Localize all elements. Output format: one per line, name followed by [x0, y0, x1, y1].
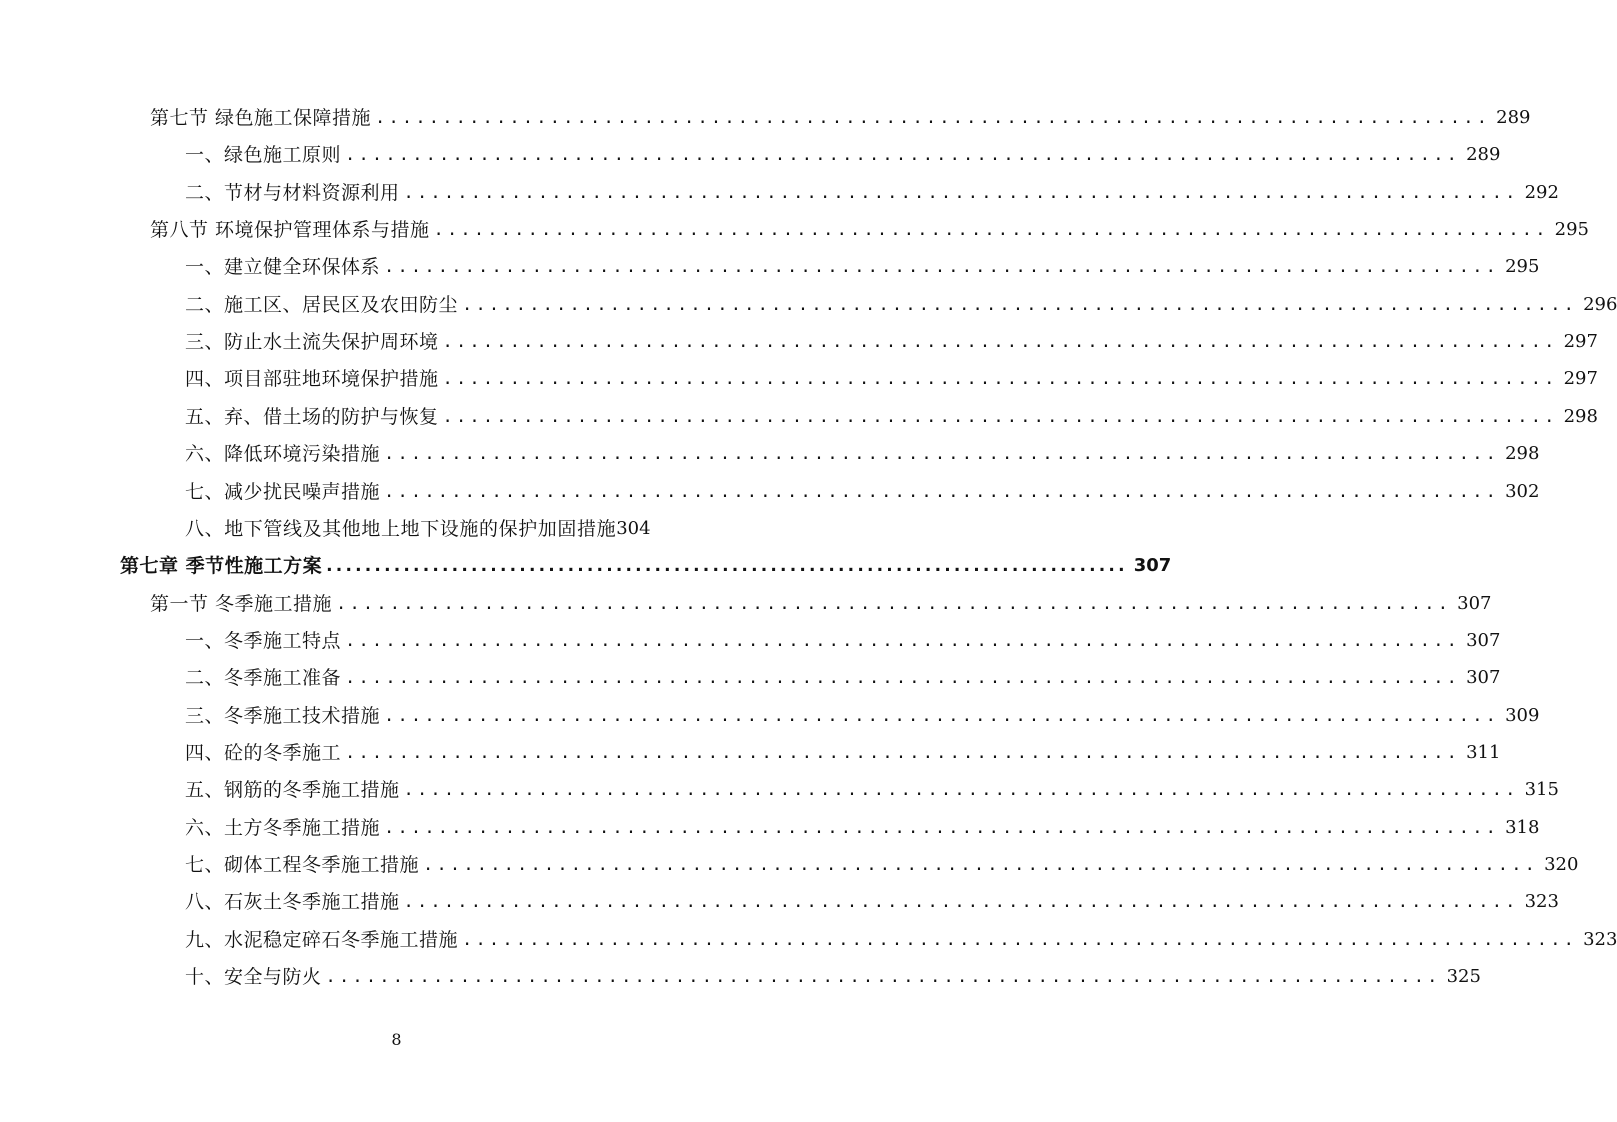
toc-entry-title: 一、建立健全环保体系	[185, 256, 381, 279]
toc-entry-title: 五、钢筋的冬季施工措施	[185, 779, 400, 802]
toc-leader-dots: ...................................................................................	[403, 780, 1519, 801]
toc-entry-page: 289	[1496, 107, 1531, 128]
toc-entry-title: 一、冬季施工特点	[185, 629, 342, 652]
toc-entry-title: 九、水泥稳定碎石冬季施工措施	[185, 928, 459, 951]
toc-leader-dots: ...................................................................................	[423, 855, 1539, 875]
toc-leader-dots: ...................................................................................	[462, 929, 1578, 950]
toc-entry-title: 七、减少扰民噪声措施	[185, 480, 381, 503]
toc-leader-dots: ...................................................................................	[384, 444, 1500, 465]
toc-entry-page: 302	[1505, 480, 1540, 502]
toc-entry-title: 第七章 季节性施工方案	[120, 555, 323, 578]
toc-entry-page: 289	[1466, 144, 1501, 166]
toc-entry-section[interactable]	[150, 100, 1531, 136]
toc-entry-item[interactable]	[185, 735, 1501, 771]
toc-entry-item[interactable]	[185, 698, 1540, 734]
toc-entry-page: 307	[1466, 629, 1501, 651]
toc-entry-page: 325	[1446, 966, 1481, 988]
toc-entry-title: 七、砌体工程冬季施工措施	[185, 854, 420, 876]
toc-entry-title: 五、弃、借土场的防护与恢复	[185, 405, 439, 428]
toc-entry-page: 297	[1563, 331, 1598, 353]
toc-entry-item[interactable]	[185, 137, 1501, 173]
toc-entry-title: 四、砼的冬季施工	[185, 741, 342, 764]
toc-entry-chapter[interactable]	[120, 548, 1172, 584]
toc-entry-title: 二、冬季施工准备	[185, 667, 342, 690]
toc-entry-item[interactable]	[185, 884, 1559, 920]
toc-entry-item[interactable]	[185, 287, 1617, 323]
toc-entry-page: 323	[1583, 928, 1617, 950]
toc-entry-item[interactable]	[185, 175, 1559, 211]
toc-entry-title: 二、施工区、居民区及农田防尘	[185, 293, 459, 316]
toc-leader-dots: ...................................................................................	[336, 593, 1452, 614]
toc-entry-page: 307	[1457, 592, 1492, 614]
toc-leader-dots: ...................................................................................	[384, 481, 1500, 502]
toc-entry-title: 四、项目部驻地环境保护措施	[185, 368, 439, 391]
toc-leader-dots: ...................................................................................	[442, 406, 1558, 427]
toc-entry-page: 307	[1466, 667, 1501, 689]
toc-entry-title: 十、安全与防火	[185, 966, 322, 989]
toc-leader-dots: ...................................................................................	[345, 668, 1461, 689]
toc-entry-page: 323	[1524, 891, 1559, 913]
toc-entry-page: 320	[1544, 854, 1579, 875]
toc-entry-page: 298	[1563, 405, 1598, 427]
toc-entry-item[interactable]	[185, 959, 1481, 995]
toc-entry-title: 第七节 绿色施工保障措施	[150, 107, 372, 129]
toc-entry-title: 一、绿色施工原则	[185, 144, 342, 167]
toc-entry-title: 六、土方冬季施工措施	[185, 816, 381, 839]
toc-entry-title: 三、防止水土流失保护周环境	[185, 331, 439, 354]
toc-entry-item[interactable]	[185, 474, 1540, 510]
toc-entry-item[interactable]	[185, 623, 1501, 659]
page-number: 8	[391, 1030, 402, 1049]
toc-entry-page: 304	[616, 517, 651, 539]
toc-entry-page: 298	[1505, 443, 1540, 465]
toc-leader-dots: ...................................................................................	[384, 257, 1500, 278]
toc-leader-dots: ...................................................................................	[442, 369, 1558, 390]
toc-entry-page: 311	[1466, 741, 1501, 763]
toc-leader-dots: ...................................................................................	[326, 556, 1128, 577]
toc-entry-item[interactable]	[185, 436, 1540, 472]
toc-entry-page: 318	[1505, 816, 1540, 838]
toc-leader-dots: ...................................................................................	[442, 332, 1558, 353]
toc-entry-title: 第一节 冬季施工措施	[150, 592, 333, 615]
toc-entry-page: 307	[1133, 555, 1172, 577]
toc-leader-dots: ...................................................................................	[345, 742, 1461, 763]
toc-entry-title: 第八节 环境保护管理体系与措施	[150, 219, 430, 242]
toc-entry-item[interactable]	[185, 772, 1559, 808]
toc-entry-title: 八、石灰土冬季施工措施	[185, 891, 400, 914]
toc-entry-page: 295	[1554, 219, 1589, 241]
toc-entry-item[interactable]	[185, 399, 1598, 435]
toc-entry-item[interactable]	[185, 249, 1540, 285]
toc-leader-dots: ...................................................................................	[345, 630, 1461, 651]
toc-leader-dots: ...................................................................................	[375, 108, 1491, 128]
toc-entry-page: 297	[1563, 368, 1598, 390]
toc-entry-item[interactable]	[185, 660, 1501, 696]
toc-entry-section[interactable]	[150, 586, 1492, 622]
toc-entry-item[interactable]	[185, 361, 1598, 397]
toc-leader-dots: ...................................................................................	[325, 967, 1441, 988]
toc-leader-dots: ...................................................................................	[384, 705, 1500, 726]
toc-leader-dots: ...................................................................................	[384, 817, 1500, 838]
toc-entry-item[interactable]	[185, 324, 1598, 360]
toc-leader-dots: ...................................................................................	[345, 145, 1461, 166]
toc-entry-title: 三、冬季施工技术措施	[185, 704, 381, 727]
toc-entry-item[interactable]	[185, 511, 674, 547]
toc-entry-page: 315	[1524, 779, 1559, 801]
toc-entry-item[interactable]	[185, 810, 1540, 846]
toc-leader-dots: ...................................................................................	[403, 892, 1519, 913]
toc-entry-title: 八、地下管线及其他地上地下设施的保护加固措施	[185, 517, 617, 540]
toc-entry-page: 292	[1524, 181, 1559, 203]
toc-leader-dots: ...................................................................................	[403, 182, 1519, 203]
toc-entry-title: 二、节材与材料资源利用	[185, 181, 400, 204]
toc-entry-item[interactable]	[185, 922, 1617, 958]
toc-entry-page: 309	[1505, 704, 1540, 726]
toc-leader-dots: ...................................................................................	[433, 220, 1549, 241]
toc-entry-section[interactable]	[150, 212, 1589, 248]
toc-entry-title: 六、降低环境污染措施	[185, 443, 381, 466]
toc-leader-dots: ...................................................................................	[462, 294, 1578, 315]
toc-entry-page: 296	[1583, 293, 1617, 315]
toc-entry-item[interactable]	[185, 847, 1579, 883]
toc-entry-page: 295	[1505, 256, 1540, 278]
